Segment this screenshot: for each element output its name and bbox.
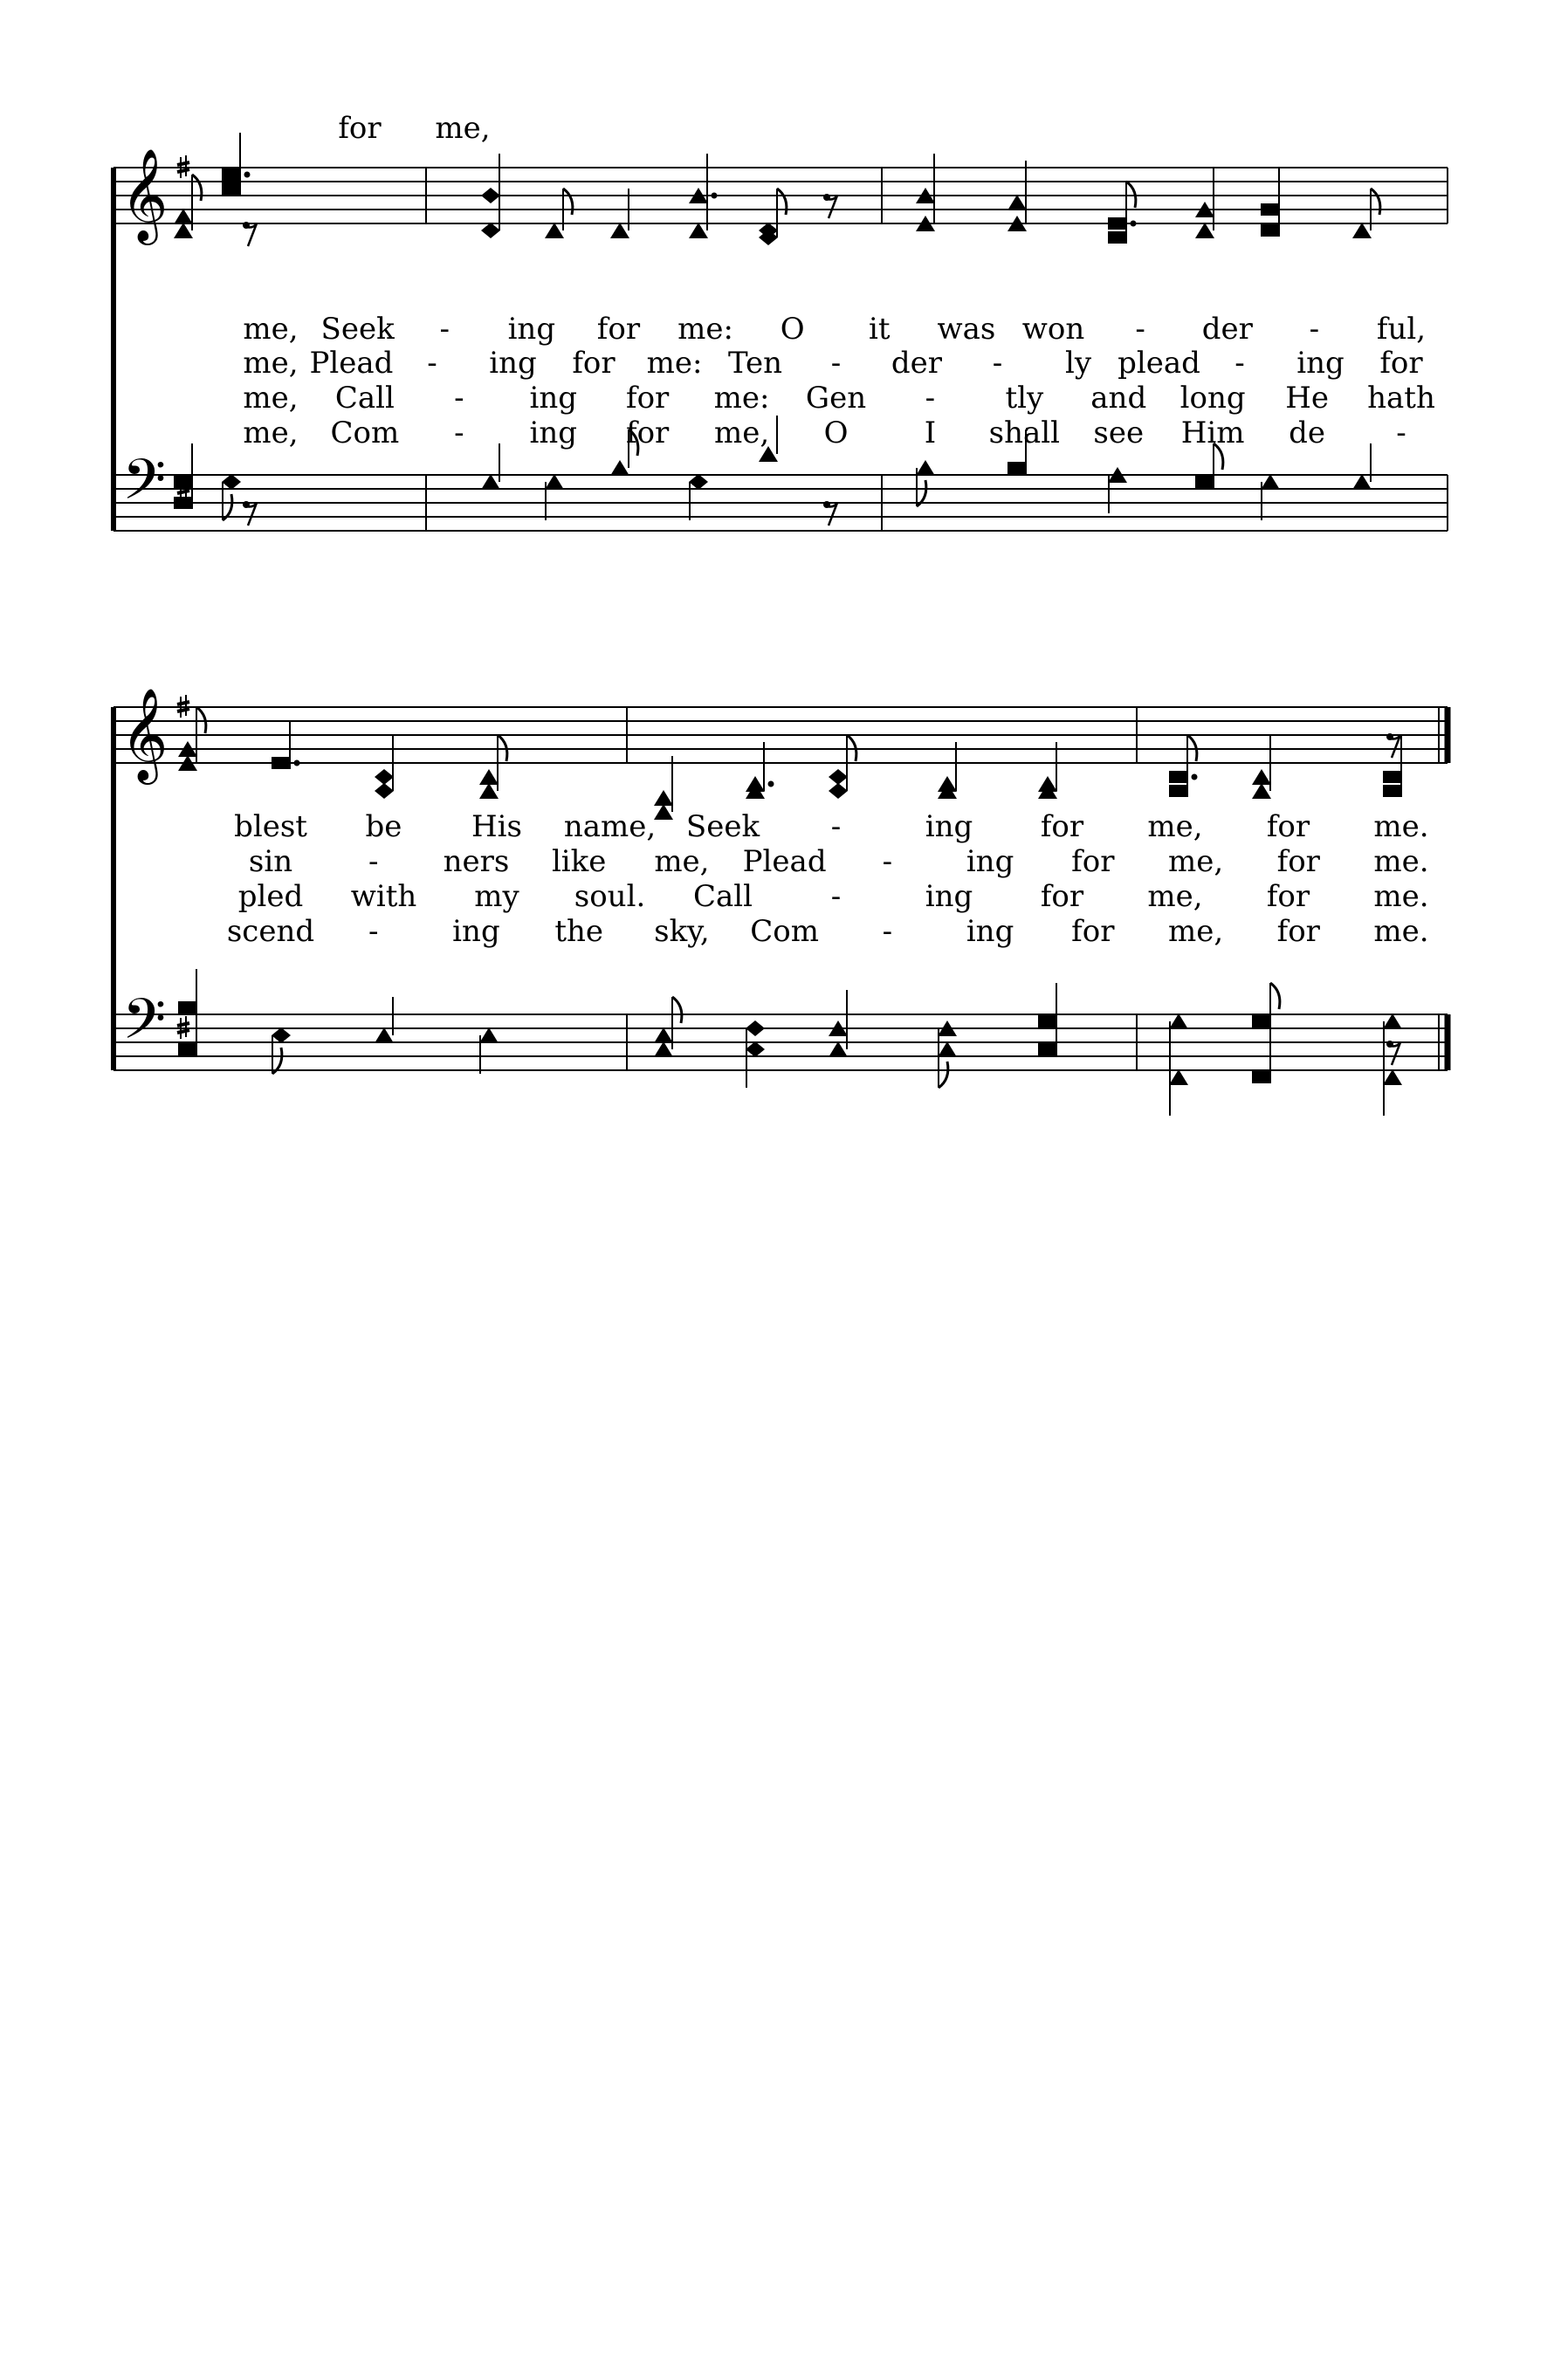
- lyric-syllable: ly: [1064, 346, 1092, 381]
- lyric-syllable: ing: [966, 844, 1014, 879]
- bass-clef-icon: 𝄢: [122, 448, 167, 526]
- notehead: [545, 223, 564, 238]
- notehead: [174, 497, 193, 509]
- notehead: [1352, 474, 1372, 490]
- lyric-syllable: for: [572, 346, 616, 381]
- lyric-syllable: der: [891, 346, 943, 381]
- lyric-syllable: Ten: [727, 346, 783, 381]
- lyric-syllable: me,: [243, 346, 299, 381]
- lyric-syllable: Call: [334, 381, 395, 416]
- lyric-hyphen: -: [1135, 312, 1145, 347]
- notehead: [654, 804, 673, 820]
- lyric-syllable: my: [474, 879, 519, 914]
- lyric-syllable: me,: [1147, 809, 1203, 844]
- note-flag: [563, 189, 573, 215]
- lyric-syllable: for: [1071, 844, 1115, 879]
- lyric-hyphen: -: [454, 416, 464, 450]
- lyric-syllable: sin: [248, 844, 293, 879]
- lyric-syllable: Com: [750, 914, 820, 949]
- notehead: [610, 223, 629, 238]
- music-systems: [113, 111, 1448, 1116]
- notehead: [1108, 231, 1127, 244]
- notehead: [1261, 474, 1280, 490]
- eighth-rest-icon: [823, 501, 837, 526]
- note-flag: [672, 997, 682, 1023]
- notehead: [829, 769, 848, 785]
- lyric-hyphen: -: [830, 879, 842, 914]
- lyric-syllable: ners: [443, 844, 510, 879]
- lyric-syllable: His: [471, 809, 522, 844]
- lyric-syllable: name,: [563, 809, 657, 844]
- lyric-syllable: the: [554, 914, 604, 949]
- lyric-syllable: sky,: [654, 914, 710, 949]
- lyric-syllable: Gen: [805, 381, 867, 416]
- lyric-syllable: me,: [243, 312, 299, 347]
- notehead: [479, 769, 499, 785]
- notehead: [1261, 203, 1280, 216]
- augmentation-dot: [712, 193, 718, 199]
- lyric-syllable: me,: [1167, 844, 1224, 879]
- cue-lyric: for: [338, 111, 382, 146]
- lyric-syllable: me.: [1373, 879, 1429, 914]
- notehead: [174, 223, 193, 238]
- notehead: [1195, 476, 1214, 488]
- notehead: [479, 783, 499, 799]
- lyric-syllable: ing: [925, 879, 973, 914]
- notehead: [1252, 1071, 1271, 1083]
- notehead: [916, 460, 935, 476]
- lyric-syllable: soul.: [574, 879, 646, 914]
- treble-staff: [113, 707, 1448, 763]
- lyric-syllable: Plead: [742, 844, 827, 879]
- notehead: [1383, 771, 1402, 783]
- lyric-syllable: for: [1379, 346, 1423, 381]
- lyric-syllable: blest: [234, 809, 307, 844]
- notehead: [272, 1027, 291, 1043]
- lyric-syllable: be: [365, 809, 402, 844]
- eighth-rest-icon: [1386, 1041, 1400, 1065]
- lyric-hyphen: -: [439, 312, 450, 347]
- verse-2-lyrics: [243, 346, 1423, 381]
- lyric-syllable: me,: [713, 416, 770, 450]
- lyric-hyphen: -: [427, 346, 437, 381]
- note-flag: [939, 1062, 948, 1088]
- notehead: [1383, 1069, 1402, 1085]
- lyric-syllable: me,: [1167, 914, 1224, 949]
- lyric-syllable: ful,: [1376, 312, 1427, 347]
- notehead: [654, 1041, 673, 1057]
- note-flag: [777, 189, 787, 215]
- bass-clef-icon: 𝄢: [122, 987, 167, 1066]
- notehead: [481, 188, 500, 203]
- lyric-syllable: long: [1179, 381, 1246, 416]
- notehead: [1195, 223, 1214, 238]
- lyric-syllable: for: [1266, 809, 1310, 844]
- bass-staff: [113, 1014, 1448, 1070]
- notehead: [272, 757, 291, 769]
- lyric-syllable: O: [780, 312, 805, 347]
- notehead: [1008, 462, 1027, 474]
- lyric-hyphen: -: [882, 914, 893, 949]
- lyric-syllable: scend: [226, 914, 315, 949]
- lyric-hyphen: -: [830, 346, 842, 381]
- notehead: [1008, 195, 1027, 210]
- lyric-syllable: tly: [1005, 381, 1044, 416]
- lyric-syllable: for: [1276, 844, 1320, 879]
- lyric-hyphen: -: [830, 809, 842, 844]
- verse-3-lyrics: [238, 879, 1429, 914]
- notehead: [1252, 769, 1271, 785]
- lyric-syllable: for: [1266, 879, 1310, 914]
- notehead: [829, 1041, 848, 1057]
- lyric-syllable: I: [924, 416, 937, 450]
- augmentation-dot: [1131, 221, 1137, 227]
- lyric-hyphen: -: [882, 844, 893, 879]
- treble-staff: [113, 168, 1448, 223]
- lyric-syllable: ing: [507, 312, 556, 347]
- eighth-rest-icon: [243, 501, 257, 526]
- verse-1-lyrics: [243, 312, 1426, 347]
- lyric-hyphen: -: [454, 381, 464, 416]
- lyric-syllable: ing: [529, 381, 578, 416]
- notehead: [222, 182, 241, 195]
- notehead: [1169, 1014, 1188, 1029]
- eighth-rest-icon: [1386, 733, 1400, 758]
- lyric-syllable: me,: [654, 844, 710, 879]
- notehead: [610, 460, 629, 476]
- notehead: [1383, 785, 1402, 797]
- notehead: [689, 474, 708, 490]
- notehead: [654, 1027, 673, 1043]
- treble-clef-icon: 𝄞: [120, 687, 168, 780]
- lyric-hyphen: -: [1396, 416, 1406, 450]
- verse-4-lyrics: [227, 914, 1429, 949]
- notehead: [1169, 1069, 1188, 1085]
- notehead: [1169, 771, 1188, 783]
- lyric-syllable: me:: [713, 381, 770, 416]
- lyric-syllable: see: [1093, 416, 1145, 450]
- lyric-syllable: der: [1201, 312, 1253, 347]
- note-flag: [1270, 983, 1280, 1009]
- verse-1-lyrics: [234, 809, 1429, 844]
- notehead: [178, 1043, 197, 1055]
- notehead: [375, 1027, 394, 1043]
- notehead: [481, 474, 500, 490]
- cue-lyric: me,: [435, 111, 491, 146]
- notehead: [938, 1041, 957, 1057]
- notehead: [1252, 783, 1271, 799]
- lyric-syllable: me.: [1373, 844, 1429, 879]
- lyric-syllable: won: [1021, 312, 1085, 347]
- lyric-syllable: it: [869, 312, 891, 347]
- notehead: [174, 476, 193, 488]
- verse-2-lyrics: [249, 844, 1429, 879]
- augmentation-dot: [1192, 774, 1198, 780]
- lyric-syllable: me:: [646, 346, 703, 381]
- lyric-syllable: for: [1071, 914, 1115, 949]
- note-flag: [1371, 189, 1380, 215]
- lyric-syllable: Him: [1180, 416, 1245, 450]
- lyric-syllable: Seek: [320, 312, 395, 347]
- treble-clef-icon: 𝄞: [120, 148, 168, 241]
- lyric-syllable: hath: [1367, 381, 1435, 416]
- lyric-syllable: He: [1285, 381, 1329, 416]
- notehead: [375, 769, 394, 785]
- lyric-syllable: ing: [1296, 346, 1344, 381]
- lyric-syllable: like: [551, 844, 607, 879]
- lyric-syllable: ing: [529, 416, 578, 450]
- notehead: [1261, 224, 1280, 237]
- notehead: [545, 474, 564, 490]
- lyric-hyphen: -: [1234, 346, 1245, 381]
- notehead: [174, 209, 193, 224]
- notehead: [1038, 1043, 1057, 1055]
- lyric-hyphen: -: [992, 346, 1003, 381]
- notehead: [1383, 1014, 1402, 1029]
- notehead: [654, 790, 673, 806]
- lyric-syllable: shall: [988, 416, 1061, 450]
- notehead: [1108, 217, 1127, 230]
- eighth-rest-icon: [823, 194, 837, 218]
- notehead: [1352, 223, 1372, 238]
- lyric-syllable: me,: [1147, 879, 1203, 914]
- augmentation-dot: [294, 760, 300, 766]
- lyric-syllable: me.: [1373, 914, 1429, 949]
- lyric-syllable: for: [1276, 914, 1320, 949]
- notehead: [1169, 785, 1188, 797]
- notehead: [481, 223, 500, 238]
- lyric-syllable: ing: [925, 809, 973, 844]
- lyric-syllable: me,: [243, 381, 299, 416]
- lyric-hyphen: -: [368, 844, 379, 879]
- lyric-syllable: me.: [1373, 809, 1429, 844]
- lyric-hyphen: -: [925, 381, 936, 416]
- system-2: [113, 687, 1448, 1116]
- lyric-syllable: for: [1040, 879, 1084, 914]
- lyric-syllable: and: [1090, 381, 1147, 416]
- lyric-syllable: me,: [243, 416, 299, 450]
- lyric-syllable: me:: [677, 312, 733, 347]
- lyric-syllable: ing: [452, 914, 500, 949]
- lyric-syllable: de: [1289, 416, 1326, 450]
- lyric-syllable: ing: [489, 346, 537, 381]
- augmentation-dot: [244, 172, 251, 178]
- note-flag: [192, 175, 202, 201]
- lyric-syllable: plead: [1118, 346, 1200, 381]
- lyric-syllable: for: [626, 381, 670, 416]
- notehead: [746, 1020, 765, 1036]
- notehead: [222, 168, 241, 181]
- lyric-syllable: pled: [237, 879, 304, 914]
- lyric-syllable: for: [626, 416, 670, 450]
- verse-3-lyrics: [243, 381, 1434, 416]
- bass-staff: [113, 475, 1448, 531]
- notehead: [222, 474, 241, 490]
- notehead: [178, 1001, 197, 1014]
- lyric-syllable: ing: [966, 914, 1014, 949]
- lyric-syllable: Com: [330, 416, 400, 450]
- lyric-syllable: O: [823, 416, 849, 450]
- lyric-syllable: Plead: [309, 346, 394, 381]
- verse-4-lyrics: [243, 416, 1406, 450]
- lyric-syllable: with: [350, 879, 417, 914]
- augmentation-dot: [768, 781, 774, 787]
- lyric-hyphen: -: [368, 914, 379, 949]
- lyric-hyphen: -: [1309, 312, 1320, 347]
- lyric-syllable: Call: [692, 879, 753, 914]
- eighth-rest-icon: [243, 222, 257, 246]
- lyric-syllable: was: [937, 312, 996, 347]
- notehead: [479, 1027, 499, 1043]
- notehead: [1038, 1015, 1057, 1027]
- lyric-syllable: for: [596, 312, 641, 347]
- lyric-syllable: for: [1040, 809, 1084, 844]
- notehead: [1252, 1015, 1271, 1027]
- notehead: [689, 223, 708, 238]
- notehead: [829, 783, 848, 799]
- notehead: [746, 1041, 765, 1057]
- system-1: [113, 111, 1448, 531]
- notehead: [375, 783, 394, 799]
- lyric-syllable: Seek: [685, 809, 760, 844]
